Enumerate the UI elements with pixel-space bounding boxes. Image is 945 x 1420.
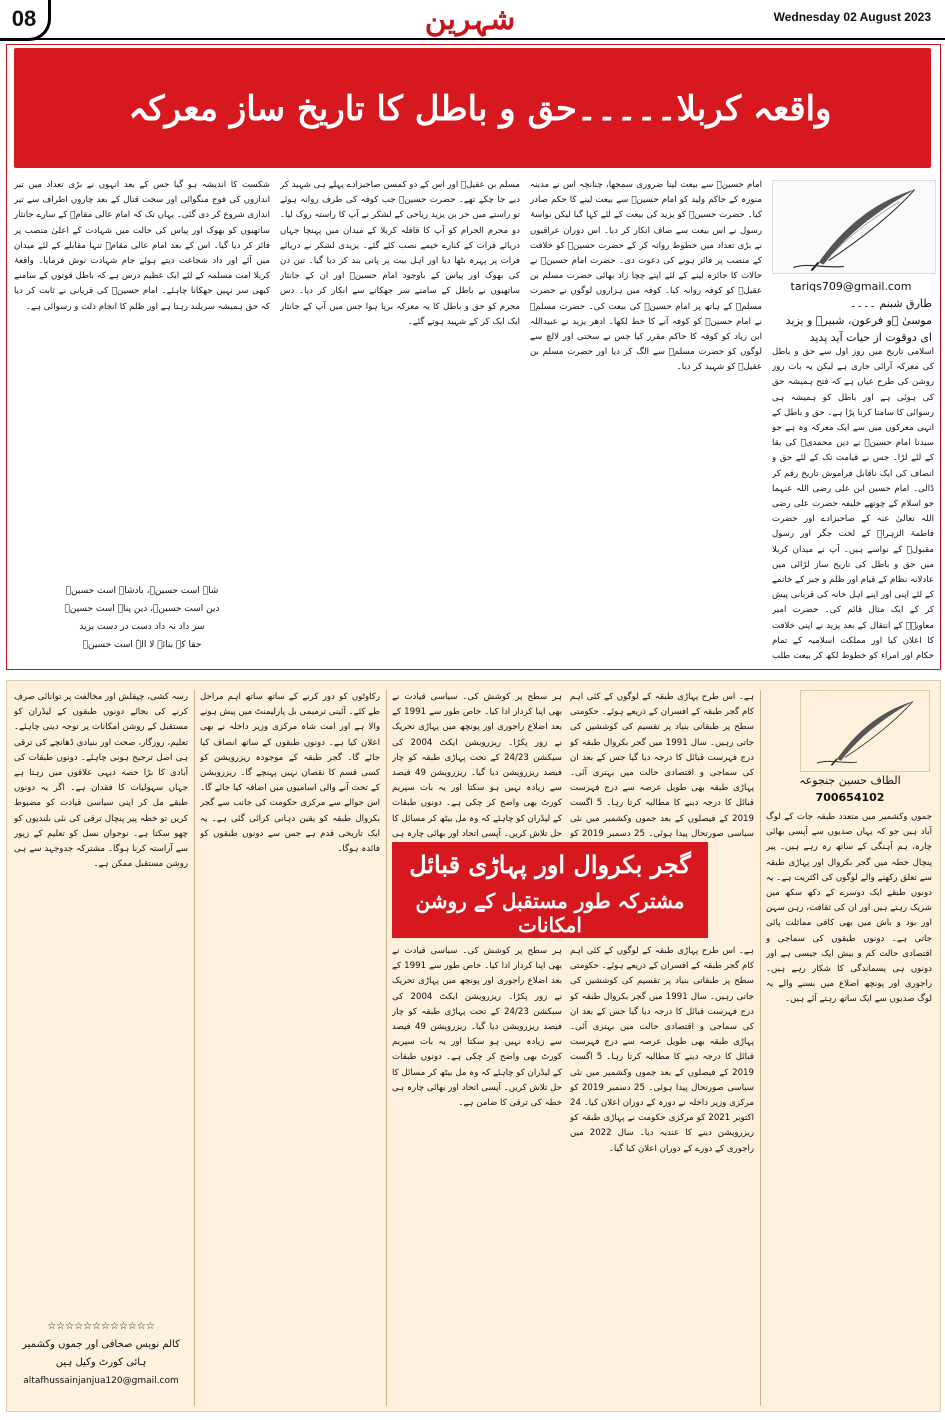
- page-number: 08: [0, 0, 51, 41]
- issue-date: Wednesday 02 August 2023: [773, 10, 931, 24]
- article1-verse-line2: ای دوقوت از حیات آید پدید: [809, 331, 932, 344]
- article2-title-banner: [392, 842, 708, 938]
- quill-svg: [773, 181, 935, 273]
- article2-column-1: جموں وکشمیر میں متعدد طبقہ جات کے لوگ آباد ہیں جو کہ یہاں صدیوں سے آپسی بھائی چارہ، ہم آہنگی کے ساتھ رہ رہے ہیں۔ پیر پنچال خطہ میں گجر بکروال اور پہاڑی طبقہ سے تعلق رکھنے والے لوگوں کی اکثریت ہے۔ یہ دونوں طبقے ایک دوسرے کے دکھ سکھ میں شریک رہتے ہیں اور ان کی ثقافت، رہن سہن اور بود و باش میں بھی کافی مماثلت پائی جاتی ہے۔ دونوں طبقوں کی سماجی و اقتصادی حالت کم و بیش ایک جیسی ہے اور دونوں ہی پسماندگی کا شکار رہے ہیں۔ راجوری اور پونچھ اضلاع میں بسنے والے یہ لوگ صدیوں سے ایک ساتھ رہتے آئے ہیں۔: [766, 812, 932, 1005]
- poem-line-4: حقا کہ بنائے لا الہٰ است حسینؓ: [82, 640, 202, 650]
- article1-author: طارق شبنم ۔۔۔۔: [850, 297, 932, 310]
- quill-pen-icon: [772, 180, 936, 274]
- article2-author: الطاف حسین جنجوعہ: [799, 774, 901, 787]
- article1-title: واقعہ کربلا۔۔۔۔۔حق و باطل کا تاریخ ساز معرکہ: [128, 89, 832, 129]
- article1-verse-line1: موسیٰ ؑو فرعون، شبیرؑ و یزید: [785, 314, 932, 327]
- article1-column-mid-right: امام حسینؓ سے بیعت لینا ضروری سمجھا، چنانچہ اس نے مدینہ منورہ کے حاکم ولید کو امام حسینؓ سے بیعت لینے کا حکم صادر کیا۔ حضرت حسینؓ کو یزید کی بیعت کے لئے کہا گیا لیکن نواسۂ رسول نے اس بیعت سے صاف انکار کر دیا۔ اس دوران عراقیوں نے بڑی تعداد میں خطوط روانہ کر کے حضرت حسینؓ کو خلافت کے منصب پر فائز ہونے کی دعوت دی۔ حضرت امام حسینؓ نے حالات کا جائزہ لینے کے لئے اپنے چچا زاد بھائی حضرت مسلم بن عقیلؓ کو کوفہ روانہ کیا۔ کوفہ میں ہزاروں لوگوں نے حضرت مسلمؓ کے ہاتھ پر امام حسینؓ کی بیعت کی۔ حضرت مسلمؓ نے امام حسینؓ کو کوفہ آنے کا خط لکھا۔ ادھر یزید نے عبیداللہ ابن زیاد کو کوفہ کا حاکم مقرر کیا جس نے سختی اور لالچ سے لوگوں کو حضرت مسلمؓ سے الگ کر دیا اور حضرت مسلم بن عقیلؓ کو شہید کر دیا۔: [530, 180, 762, 373]
- article2-byline: [770, 772, 930, 806]
- quill-svg-2: [801, 691, 929, 771]
- article1-byline: [770, 278, 932, 346]
- article1-column-left: شکست کا اندیشہ ہو گیا جس کے بعد انہوں نے بڑی تعداد میں تیر اندازوں کی فوج منگوائی اور سخت قتال کے بعد چاروں اطراف سے تیر اندازی شروع کر دی گئی۔ یہاں تک کہ امام عالی مقامؓ کے سارے جانثار ساتھیوں کو بھوک اور پیاس کی حالت میں شہادت کے اعلیٰ منصب پر فائز کر دیا گیا۔ اس کے بعد امام عالی مقامؓ تنہا مقابلے کے لئے میدان میں آئے اور داد شجاعت دیتے ہوئے جام شہادت نوش فرمایا۔ واقعۂ کربلا امت مسلمہ کے لئے ایک عظیم درس ہے کہ باطل قوتوں کے سامنے کبھی سر نہیں جھکانا چاہئے۔ امام حسینؓ کی قربانی نے ثابت کر دیا کہ حق ہمیشہ سربلند رہتا ہے اور ظلم کا انجام ذلت و رسوائی ہے۔: [14, 180, 270, 312]
- article2-column-5: رسہ کشی، چپقلش اور مخالفت پر توانائی صرف کرنے کی بجائے دونوں طبقوں کے لیڈران کو مستقبل کے روشن امکانات پر توجہ دینی چاہئے۔ تعلیم، روزگار، صحت اور بنیادی ڈھانچے کی ترقی ہی اصل ترجیح ہونی چاہئے۔ دونوں طبقات کی آبادی کا بڑا حصہ دیہی علاقوں میں رہتا ہے جہاں سہولیات کا فقدان ہے۔ اگر یہ دونوں طبقے مل کر اپنی سیاسی قیادت کو مضبوط کریں تو خطہ پیر پنچال ترقی کی نئی بلندیوں کو چھو سکتا ہے۔ نوجوان نسل کو تعلیم کے زیور سے آراستہ کرنا ہوگا۔ مشترکہ جدوجہد سے ہی روشن مستقبل ممکن ہے۔: [14, 692, 188, 870]
- column-divider: [760, 690, 761, 1406]
- footer-stars: ☆☆☆☆☆☆☆☆☆☆☆☆: [47, 1321, 155, 1332]
- article1-poem: [14, 582, 270, 654]
- poem-line-3: سر داد نہ داد دست در دست یزید: [79, 622, 205, 632]
- article2-title-line2: مشترکہ طور مستقبل کے روشن امکانات: [415, 889, 685, 937]
- article2-footer: [14, 1318, 188, 1390]
- footer-email: altafhussainjanjua120@gmail.com: [23, 1376, 179, 1386]
- article2-column-2-top: ہے۔ اس طرح پہاڑی طبقہ کے لوگوں کے کئی اہم کام گجر طبقہ کے افسران کے ذریعے ہوئے۔ حکومتی سطح پر طبقاتی بنیاد پر تقسیم کی کوششیں کی جاتی رہیں۔ سال 1991 میں گجر بکروال طبقہ کو درج فہرست قبائل کا درجہ دیا گیا جس کے بعد ان کی سماجی و اقتصادی حالت میں بہتری آئی۔ پہاڑی طبقہ بھی طویل عرصہ سے درج فہرست قبائل کا درجہ دینے کا مطالبہ کرتا رہا۔ 5 اگست 2019 کے فیصلوں کے بعد جموں وکشمیر میں نئی سیاسی صورتحال پیدا ہوئی۔ 25 دسمبر 2019 کو: [570, 692, 754, 839]
- poem-line-1: شاہ است حسینؓ، بادشاہ است حسینؓ: [65, 586, 219, 596]
- quill-pen-icon-2: [800, 690, 930, 772]
- footer-note: کالم نویس صحافی اور جموں وکشمیر ہائی کورٹ وکیل ہیں: [22, 1339, 180, 1368]
- article2-column-3-top: ہر سطح پر کوشش کی۔ سیاسی قیادت نے بھی اپنا کردار ادا کیا۔ خاص طور سے 1991 کے بعد اضلاع راجوری اور پونچھ میں پہاڑی تحریک نے زور پکڑا۔ ریزرویشن ایکٹ 2004 کی سیکشن 24/23 کے تحت پہاڑی طبقہ کو چار فیصد ریزرویشن دیا گیا۔ ریزرویشن 49 فیصد سے زیادہ نہیں ہو سکتا اور یہ بات سپریم کورٹ بھی واضح کر چکی ہے۔ دونوں طبقات کے لیڈران کو چاہئے کہ وہ مل بیٹھ کر مسائل کا حل تلاش کریں۔ آپسی اتحاد اور بھائی چارہ ہی: [392, 692, 562, 839]
- article2-column-4: رکاوٹوں کو دور کرنے کے ساتھ ساتھ اہم مراحل طے کئے۔ آئینی ترمیمی بل پارلیمنٹ میں پیش ہونے والا ہے اور امت شاہ مرکزی وزیر داخلہ نے بھی اعلان کیا ہے۔ دونوں طبقوں کے ساتھ انصاف کیا جائے گا۔ گجر طبقہ کے موجودہ ریزرویشن کو کسی قسم کا نقصان نہیں پہنچے گا۔ ریزرویشن کے تحت آنے والی اسامیوں میں اضافہ کیا جائے گا۔ اس حوالے سے مرکزی حکومت کی جانب سے گجر بکروال طبقہ کو یقین دہانی کرائی گئی ہے۔ یہ ایک تاریخی قدم ہے جس سے دونوں طبقوں کو فائدہ ہوگا۔: [200, 692, 380, 855]
- poem-line-2: دین است حسینؓ، دین پناہ است حسینؓ: [64, 604, 220, 614]
- masthead-title: شہرین: [424, 2, 516, 37]
- article2-column-3: ہر سطح پر کوشش کی۔ سیاسی قیادت نے بھی اپنا کردار ادا کیا۔ خاص طور سے 1991 کے بعد اضلاع راجوری اور پونچھ میں پہاڑی تحریک نے زور پکڑا۔ ریزرویشن ایکٹ 2004 کی سیکشن 24/23 کے تحت پہاڑی طبقہ کو چار فیصد ریزرویشن دیا گیا۔ ریزرویشن 49 فیصد سے زیادہ نہیں ہو سکتا اور یہ بات سپریم کورٹ بھی واضح کر چکی ہے۔ دونوں طبقات کے لیڈران کو چاہئے کہ وہ مل بیٹھ کر مسائل کا حل تلاش کریں۔ آپسی اتحاد اور بھائی چارہ ہی خطہ کی ترقی کا ضامن ہے۔: [392, 946, 562, 1109]
- header-rule: [0, 38, 945, 40]
- column-divider-2: [386, 690, 387, 1406]
- article2-column-2: ہے۔ اس طرح پہاڑی طبقہ کے لوگوں کے کئی اہم کام گجر طبقہ کے افسران کے ذریعے ہوئے۔ حکومتی سطح پر طبقاتی بنیاد پر تقسیم کی کوششیں کی جاتی رہیں۔ سال 1991 میں گجر بکروال طبقہ کو درج فہرست قبائل کا درجہ دیا گیا جس کے بعد ان کی سماجی و اقتصادی حالت میں بہتری آئی۔ پہاڑی طبقہ بھی طویل عرصہ سے درج فہرست قبائل کا درجہ دینے کا مطالبہ کرتا رہا۔ 5 اگست 2019 کے فیصلوں کے بعد جموں وکشمیر میں نئی سیاسی صورتحال پیدا ہوئی۔ 25 دسمبر 2019 کو مرکزی وزیر داخلہ نے دورہ کے دوران اعلان کیا۔ 24 اکتوبر 2021 کو مرکزی حکومت نے پہاڑی طبقہ کو ریزرویشن دینے کا عندیہ دیا۔ سال 2022 میں راجوری کے دورے کے دوران اعلان کیا گیا۔: [570, 946, 754, 1154]
- article1-email: tariqs709@gmail.com: [790, 280, 912, 293]
- article1-column-right: اسلامی تاریخ میں روز اول سے حق و باطل کی معرکہ آرائی جاری ہے لیکن یہ بات روز روشن کی طرح عیاں ہے کہ فتح ہمیشہ حق کی ہوئی ہے اور باطل کو ہمیشہ ہی رسوائی کا سامنا کرنا پڑا ہے۔ حق و باطل کے انہی معرکوں میں سے ایک معرکہ وہ ہے جو سیدنا امام حسینؓ نے دین محمدیؐ کی بقا کے لئے لڑا۔ جس نے قیامت تک کے لئے حق و انصاف کی ایک ناقابل فراموش تاریخ رقم کر ڈالی۔ امام حسین ابن علی رضی اللہ عنہما جو اسلام کے چوتھے خلیفہ حضرت علی رضی اللہ تعالیٰ عنہ کے صاحبزادے اور حضرت فاطمۃ الزہراؓ کے لخت جگر اور رسول مقبولؐ کے نواسے ہیں۔ آپ نے میدان کربلا میں حق و باطل کی تاریخ ساز لڑائی میں عادلانہ نظام کے قیام اور ظلم و جبر کے خاتمے کے لئے اپنی اور اپنے اہل خانہ کی قربانی پیش کر کے ایک مثال قائم کی۔ حضرت امیر معاویہؓ کے انتقال کے بعد یزید نے اپنی خلافت کا اعلان کیا اور مملکت اسلامیہ کے تمام حکام اور امراء کو خطوط لکھ کر بیعت طلب: [772, 347, 934, 662]
- article2-title-line1: گجر بکروال اور پہاڑی قبائل: [409, 850, 691, 879]
- article2-phone: 700654102: [815, 791, 885, 804]
- article1-column-mid-left: مسلم بن عقیلؓ اور اس کے دو کمسن صاحبزادے پہلے ہی شہید کر دیے جا چکے تھے۔ حضرت حسینؓ جب کوفہ کی طرف روانہ ہوئے تو راستے میں حر بن یزید ریاحی کے لشکر نے آپ کا راستہ روک لیا۔ دو محرم الحرام کو آپ کا قافلہ کربلا کے میدان میں پہنچا جہاں دریائے فرات کے کنارے خیمے نصب کئے گئے۔ یزیدی لشکر نے دریائے فرات پر پہرہ بٹھا دیا اور اہل بیت پر پانی بند کر دیا گیا۔ تین دن کی بھوک اور پیاس کے باوجود امام حسینؓ اور ان کے جانثار ساتھیوں نے باطل کے سامنے سر جھکانے سے انکار کر دیا۔ دس محرم کو حق و باطل کا یہ معرکہ برپا ہوا جس میں آپ کے جانثار ایک ایک کر کے شہید ہوتے گئے۔: [280, 180, 520, 327]
- column-divider-3: [194, 690, 195, 1406]
